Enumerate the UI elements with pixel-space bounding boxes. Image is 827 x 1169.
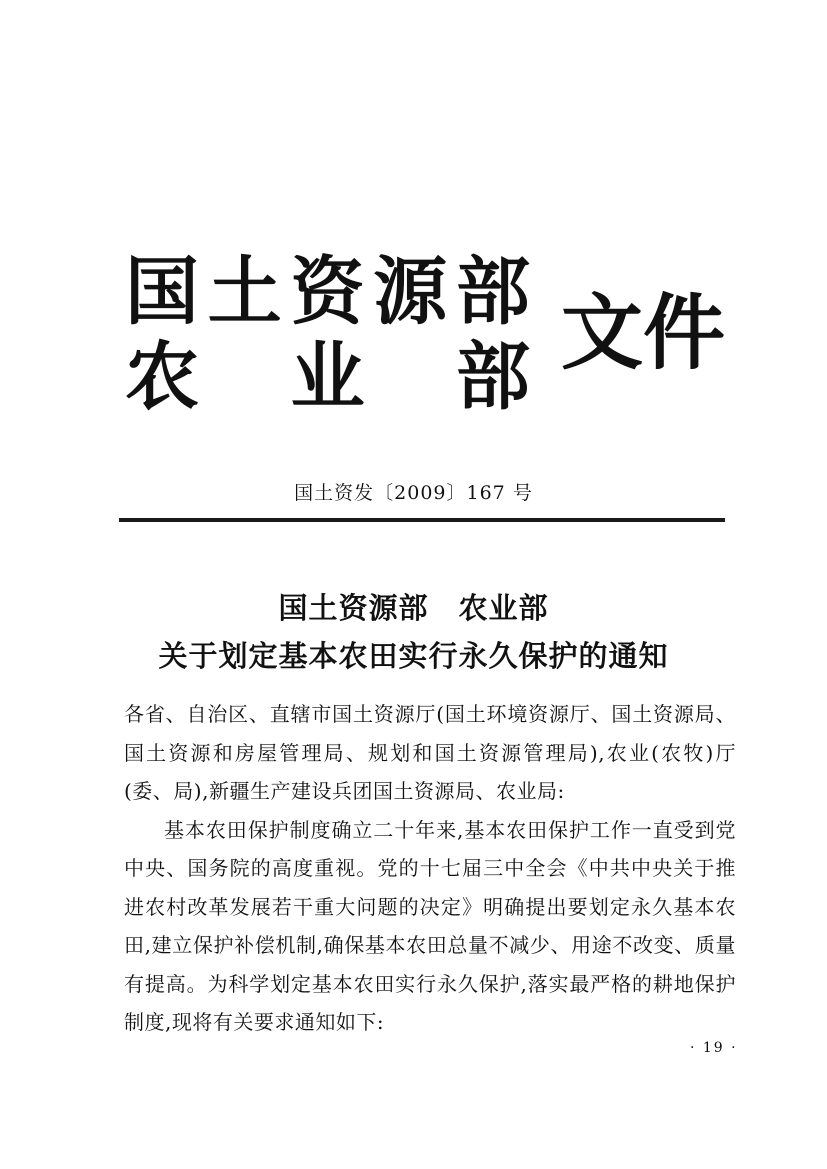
issuer-row-agriculture [125,334,530,420]
document-number: 国土资发〔2009〕167 号 [294,482,533,504]
issuer-char [373,340,447,414]
issuer-char: 农 [125,334,199,420]
issuer-header [125,250,725,420]
issuer-char: 资 [290,249,365,335]
issuer-char [208,340,282,414]
issuer-char: 源 [373,249,448,335]
page-number: · 19 · [690,1040,738,1056]
addressees: 各省、自治区、直辖市国土资源厅(国土环境资源厅、国土资源局、国土资源和房屋管理局、规划和国土资源管理局),农业(农牧)厅(委、局),新疆生产建设兵团国土资源局、农业局: [124,702,736,803]
issuer-char: 业 [290,334,365,420]
document-body [124,695,736,1042]
issuer-char: 土 [207,249,282,335]
issuer-char: 国 [125,249,199,335]
issuer-char: 部 [456,334,530,420]
doc-type-label: 文件 [561,285,726,381]
header-divider [119,518,725,522]
title-subject: 关于划定基本农田实行永久保护的通知 [158,639,669,673]
issuer-char: 部 [456,249,530,335]
issuer-row-land-resources [125,249,530,335]
title-issuers: 国土资源部 农业部 [278,591,549,625]
body-paragraph: 基本农田保护制度确立二十年来,基本农田保护工作一直受到党中央、国务院的高度重视。党的十七届三中全会《中共中央关于推进农村改革发展若干重大问题的决定》明确提出要划定永久基本农田,建立保护补偿机制,确保基本农田总量不减少、用途不改变、质量有提高。为科学划定基本农田实行永久保护,落实最严格的耕地保护制度,现将有关要求通知如下: [124,817,736,1034]
